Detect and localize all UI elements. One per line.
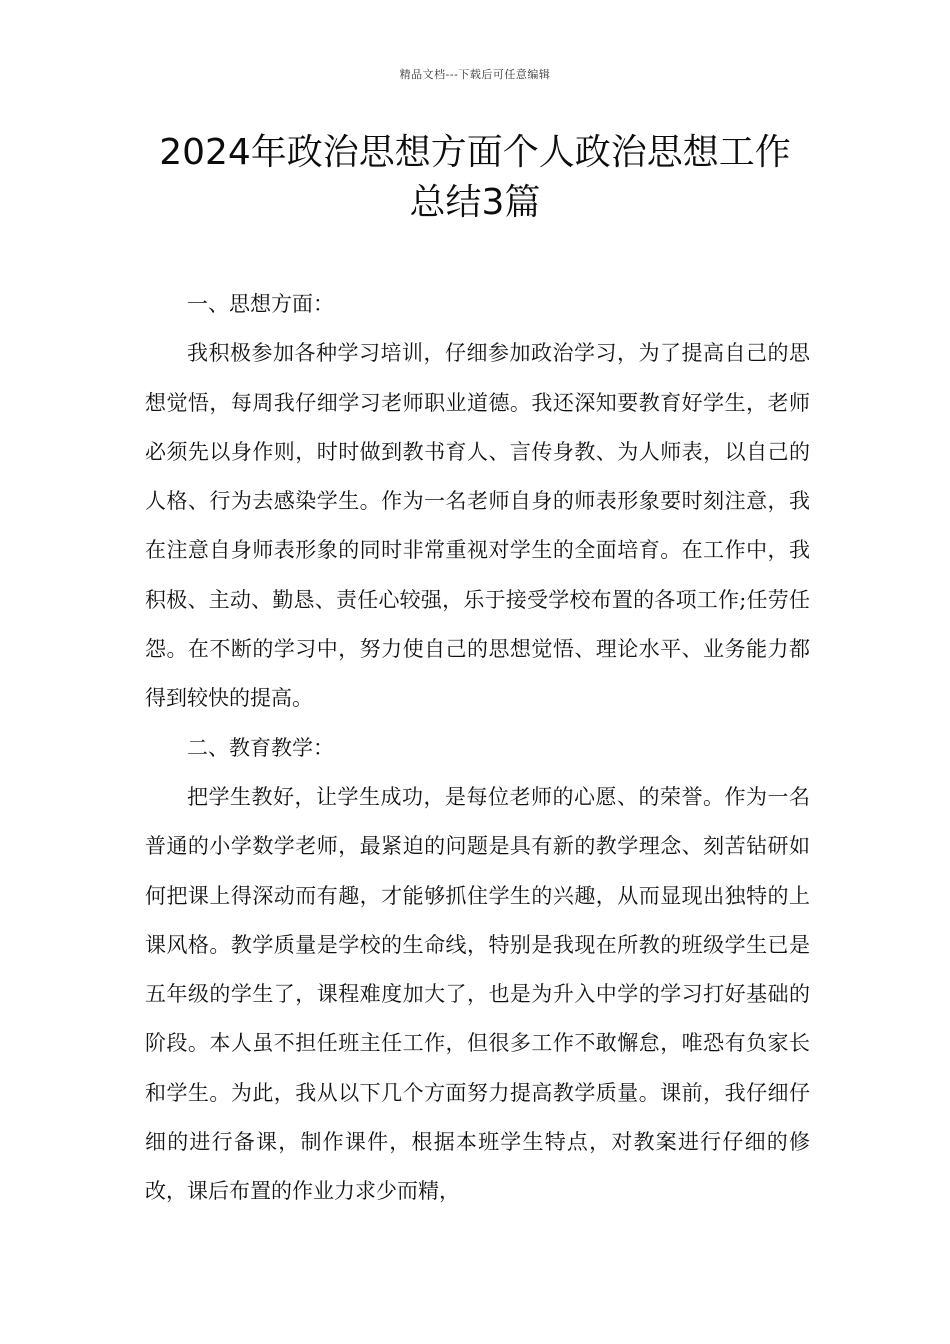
title-line-2: 总结3篇 <box>409 182 541 223</box>
section-heading-thought: 一、思想方面： <box>187 292 334 316</box>
header-note: 精品文档---下载后可任意编辑 <box>399 68 551 81</box>
section-paragraph-thought: 我积极参加各种学习培训，仔细参加政治学习，为了提高自己的思想觉悟，每周我仔细学习老师职业道德。我还深知要教育好学生，老师必须先以身作则，时时做到教书育人、言传身教、为人师表，以自己的人格、行为去感染学生。作为一名老师自身的师表形象要时刻注意，我在注意自身师表形象的同时非常重视对学生的全面培育。在工作中，我积极、主动、勤恳、责任心较强，乐于接受学校布置的各项工作;任劳任怨。在不断的学习中，努力使自己的思想觉悟、理论水平、业务能力都得到较快的提高。 <box>145 341 810 711</box>
document-title <box>110 128 840 228</box>
section-heading-teaching: 二、教育教学： <box>187 735 334 760</box>
section-paragraph-teaching: 把学生教好，让学生成功，是每位老师的心愿、的荣誉。作为一名普通的小学数学老师，最紧迫的问题是具有新的教学理念、刻苦钻研如何把课上得深动而有趣，才能够抓住学生的兴趣，从而显现出独特的上课风格。教学质量是学校的生命线，特别是我现在所教的班级学生已是五年级的学生了，课程难度加大了，也是为升入中学的学习打好基础的阶段。本人虽不担任班主任工作，但很多工作不敢懈怠，唯恐有负家长和学生。为此，我从以下几个方面努力提高教学质量。课前，我仔细仔细的进行备课，制作课件，根据本班学生特点，对教案进行仔细的修改，课后布置的作业力求少而精， <box>145 784 810 1204</box>
document-body <box>145 280 810 1217</box>
title-line-1: 2024年政治思想方面个人政治思想工作 <box>159 132 791 173</box>
